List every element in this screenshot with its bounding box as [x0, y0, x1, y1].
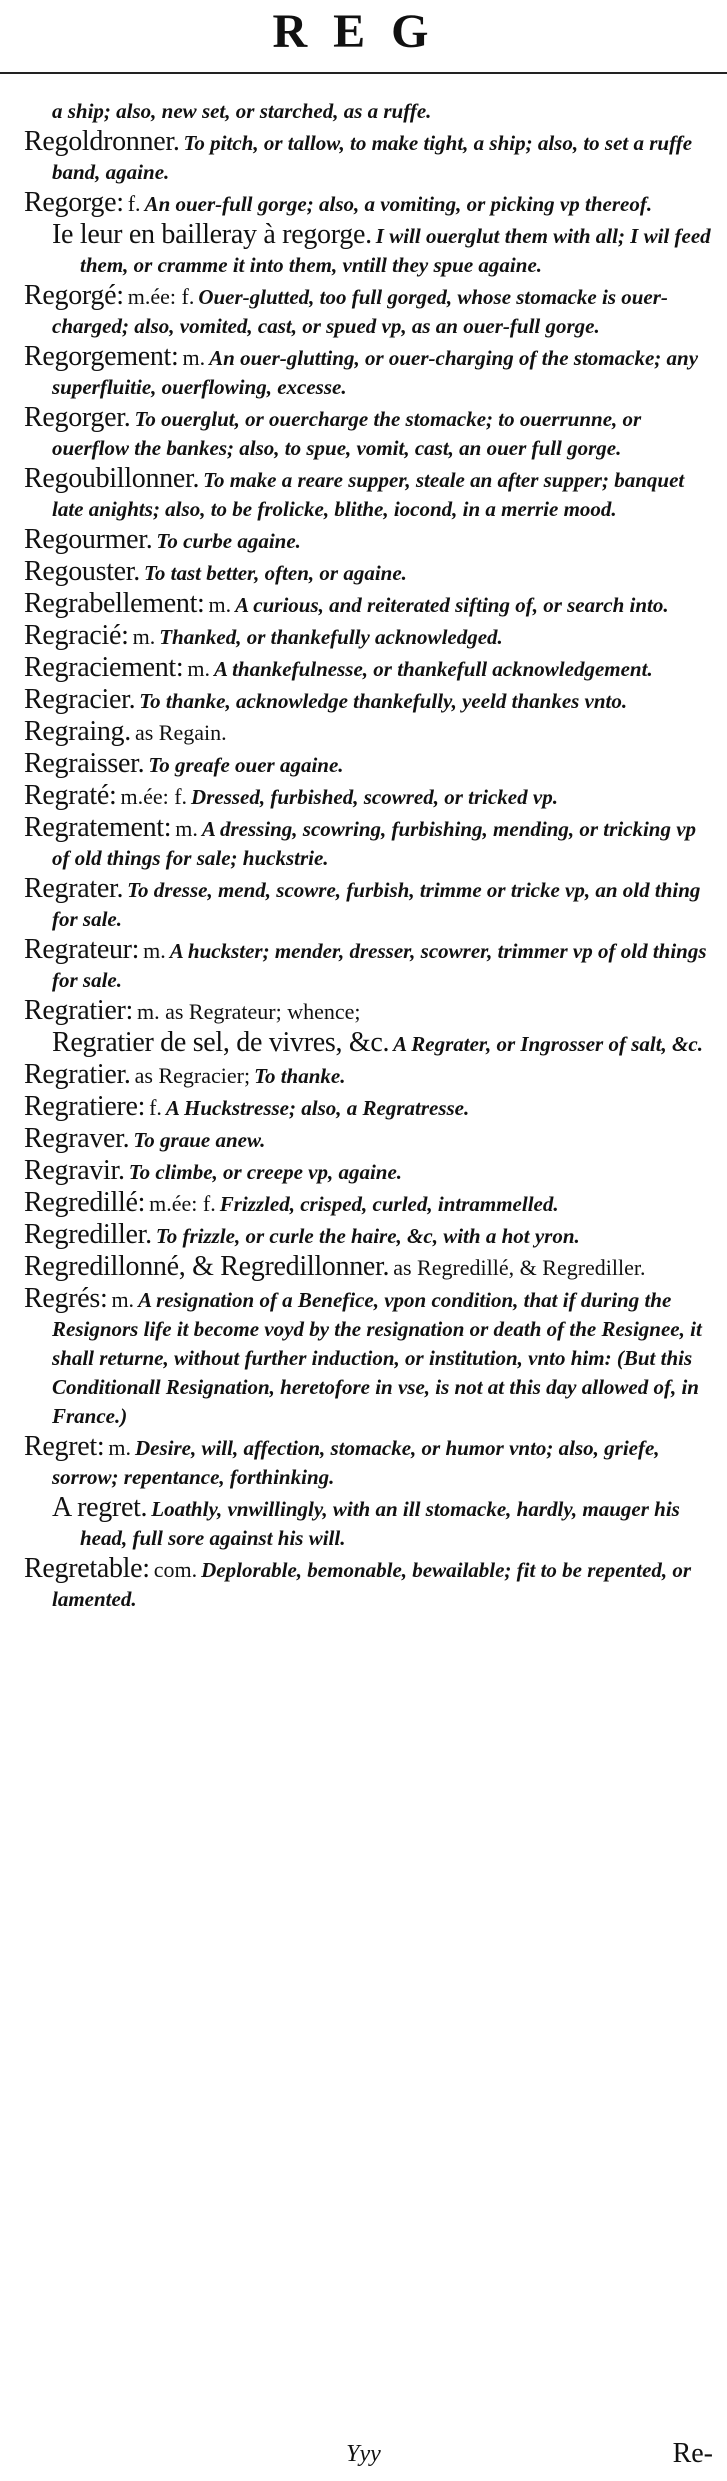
entry-grammar: m. — [187, 656, 210, 681]
entry-definition: Desire, will, affection, stomacke, or humor vnto; also, griefe, sorrow; repentance, forthinking. — [52, 1436, 660, 1489]
catchword: Re- — [672, 2438, 713, 2469]
entry-headword: Regraté: — [24, 780, 117, 811]
entry-headword: Regravir. — [24, 1155, 125, 1186]
dictionary-entry — [24, 1155, 714, 1188]
entry-definition: Ouer-glutted, too full gorged, whose stomacke is ouer-charged; also, vomited, cast, or spued vp, as an ouer-full gorge. — [52, 285, 668, 338]
header-rule — [0, 72, 727, 74]
entry-definition: To thanke. — [254, 1064, 346, 1088]
entry-headword: Regourmer. — [24, 524, 153, 555]
entry-grammar: m.ée: f. — [127, 284, 195, 309]
entry-headword: Regorge: — [24, 187, 124, 218]
entry-definition: Frizzled, crisped, curled, intrammelled. — [219, 1192, 559, 1216]
entry-definition: To frizzle, or curle the haire, &c, with a hot yron. — [155, 1224, 580, 1248]
entry-definition: A Huckstresse; also, a Regratresse. — [165, 1096, 470, 1120]
entry-grammar: m.ée: f. — [120, 784, 188, 809]
entry-headword: Regraing. — [24, 716, 131, 747]
entry-grammar: m. — [175, 816, 198, 841]
entry-grammar: m.ée: f. — [149, 1191, 216, 1216]
entry-definition: To dresse, mend, scowre, furbish, trimme or tricke vp, an old thing for sale. — [52, 878, 701, 931]
page-header: REG — [272, 5, 455, 58]
dictionary-entry — [24, 1091, 714, 1124]
entry-grammar: f. — [149, 1095, 162, 1120]
entry-headword: Regretable: — [24, 1553, 150, 1584]
entry-headword: Regraciement: — [24, 652, 184, 683]
entry-headword: Regouster. — [24, 556, 140, 587]
entry-definition: Deplorable, bemonable, bewailable; fit to be repented, or lamented. — [52, 1558, 692, 1611]
entry-headword: Regredillonné, & Regredillonner. — [24, 1251, 390, 1282]
entry-headword: Regratement: — [24, 812, 172, 843]
dictionary-entry — [24, 873, 714, 935]
dictionary-entry — [24, 524, 714, 557]
entry-definition: Loathly, vnwillingly, with an ill stomacke, hardly, mauger his head, full sore against his will. — [80, 1497, 680, 1550]
dictionary-entry — [24, 1187, 714, 1220]
dictionary-entry — [24, 341, 714, 403]
entry-headword: Regrés: — [24, 1283, 108, 1314]
entry-definition: To ouerglut, or ouercharge the stomacke; to ouerrunne, or ouerflow the bankes; also, to spue, vomit, cast, an ouer full gorge. — [52, 407, 642, 460]
entry-definition: To make a reare supper, steale an after supper; banquet late anights; also, to be frolicke, blithe, iocond, in a merrie mood. — [52, 468, 685, 521]
dictionary-entry — [24, 1027, 714, 1060]
entry-definition: An ouer-glutting, or ouer-charging of the stomacke; any superfluitie, ouerflowing, excesse. — [52, 346, 699, 399]
entry-definition: I will ouerglut them with all; I wil feed them, or cramme it into them, vntill they spue againe. — [80, 224, 711, 277]
entry-definition: a ship; also, new set, or starched, as a ruffe. — [52, 99, 432, 123]
entry-grammar: m. — [143, 938, 166, 963]
dictionary-entry — [24, 1553, 714, 1615]
entry-list — [24, 98, 714, 1617]
dictionary-entry — [24, 812, 714, 874]
dictionary-entry — [24, 1431, 714, 1493]
entry-headword: Regret: — [24, 1431, 105, 1462]
dictionary-entry — [24, 1251, 714, 1284]
dictionary-entry — [24, 652, 714, 685]
entry-definition: A curious, and reiterated sifting of, or search into. — [235, 593, 669, 617]
entry-headword: Regraver. — [24, 1123, 130, 1154]
dictionary-entry — [24, 402, 714, 464]
dictionary-entry — [24, 463, 714, 525]
entry-headword: Regorger. — [24, 402, 131, 433]
dictionary-entry — [24, 780, 714, 813]
entry-definition: An ouer-full gorge; also, a vomiting, or picking vp thereof. — [144, 192, 653, 216]
entry-definition: Thanked, or thankefully acknowledged. — [159, 625, 503, 649]
dictionary-entry — [24, 620, 714, 653]
entry-grammar: m. — [132, 624, 156, 649]
dictionary-entry — [24, 995, 714, 1028]
entry-definition: A dressing, scowring, furbishing, mending, or tricking vp of old things for sale; huckstrie. — [52, 817, 697, 870]
dictionary-entry — [24, 588, 714, 621]
entry-grammar: f. — [127, 191, 141, 216]
entry-headword: Regratiere: — [24, 1091, 146, 1122]
entry-headword: Regracier. — [24, 684, 136, 715]
dictionary-entry — [24, 126, 714, 188]
dictionary-entry — [24, 684, 714, 717]
dictionary-entry — [24, 280, 714, 342]
entry-headword: Regrabellement: — [24, 588, 205, 619]
entry-grammar: m. — [182, 345, 206, 370]
signature-mark: Yyy — [346, 2441, 381, 2467]
entry-definition: To tast better, often, or againe. — [144, 561, 407, 585]
dictionary-entry — [24, 1123, 714, 1156]
entry-headword: Regracié: — [24, 620, 129, 651]
entry-grammar: m. — [208, 592, 232, 617]
entry-headword: Regratier: — [24, 995, 133, 1026]
entry-headword: Regoldronner. — [24, 126, 180, 157]
dictionary-entry — [24, 98, 714, 127]
entry-grammar: com. — [153, 1557, 198, 1582]
entry-headword: Regorgement: — [24, 341, 179, 372]
entry-headword: Regredillé: — [24, 1187, 146, 1218]
entry-grammar: m. — [111, 1287, 135, 1312]
dictionary-entry — [24, 1492, 714, 1554]
entry-headword: Regoubillonner. — [24, 463, 200, 494]
entry-headword: Regratier de sel, de vivres, &c. — [52, 1027, 390, 1058]
dictionary-entry — [24, 934, 714, 996]
entry-definition: A Regrater, or Ingrosser of salt, &c. — [393, 1032, 703, 1056]
dictionary-entry — [24, 748, 714, 781]
entry-headword: Regorgé: — [24, 280, 124, 311]
entry-definition: A resignation of a Benefice, vpon condition, that if during the Resignors life it become voyd by the resignation or death of the Resignee, it shall returne, without further induction, or institution, vnto him: (But this Conditionall Resignation, heretofore in vse, is not at this day allowed of, in France.) — [52, 1288, 702, 1428]
entry-definition: Dressed, furbished, scowred, or tricked vp. — [191, 785, 558, 809]
dictionary-entry — [24, 219, 714, 281]
entry-definition: To pitch, or tallow, to make tight, a ship; also, to set a ruffe band, againe. — [52, 131, 693, 184]
entry-grammar: as Regredillé, & Regrediller. — [393, 1255, 646, 1280]
entry-definition: To graue anew. — [133, 1128, 266, 1152]
entry-headword: A regret. — [52, 1492, 148, 1523]
entry-definition: To greafe ouer againe. — [148, 753, 344, 777]
entry-definition: A huckster; mender, dresser, scowrer, trimmer vp of old things for sale. — [52, 939, 707, 992]
entry-grammar: m. — [108, 1435, 131, 1460]
dictionary-entry — [24, 1283, 714, 1432]
entry-headword: Regratier. — [24, 1059, 131, 1090]
entry-headword: Regraisser. — [24, 748, 145, 779]
dictionary-entry — [24, 1059, 714, 1092]
entry-headword: Regrediller. — [24, 1219, 152, 1250]
dictionary-entry — [24, 1219, 714, 1252]
entry-grammar: m. as Regrateur; whence; — [136, 999, 361, 1024]
entry-headword: Regrater. — [24, 873, 124, 904]
entry-headword: Regrateur: — [24, 934, 140, 965]
dictionary-entry — [24, 556, 714, 589]
entry-definition: To climbe, or creepe vp, againe. — [128, 1160, 403, 1184]
entry-grammar: as Regain. — [134, 720, 227, 745]
entry-grammar: as Regracier; — [134, 1063, 251, 1088]
entry-headword: Ie leur en bailleray à regorge. — [52, 219, 372, 250]
entry-definition: To thanke, acknowledge thankefully, yeeld thankes vnto. — [139, 689, 628, 713]
entry-definition: To curbe againe. — [156, 529, 301, 553]
entry-definition: A thankefulnesse, or thankefull acknowledgement. — [213, 657, 653, 681]
dictionary-entry — [24, 716, 714, 749]
dictionary-entry — [24, 187, 714, 220]
